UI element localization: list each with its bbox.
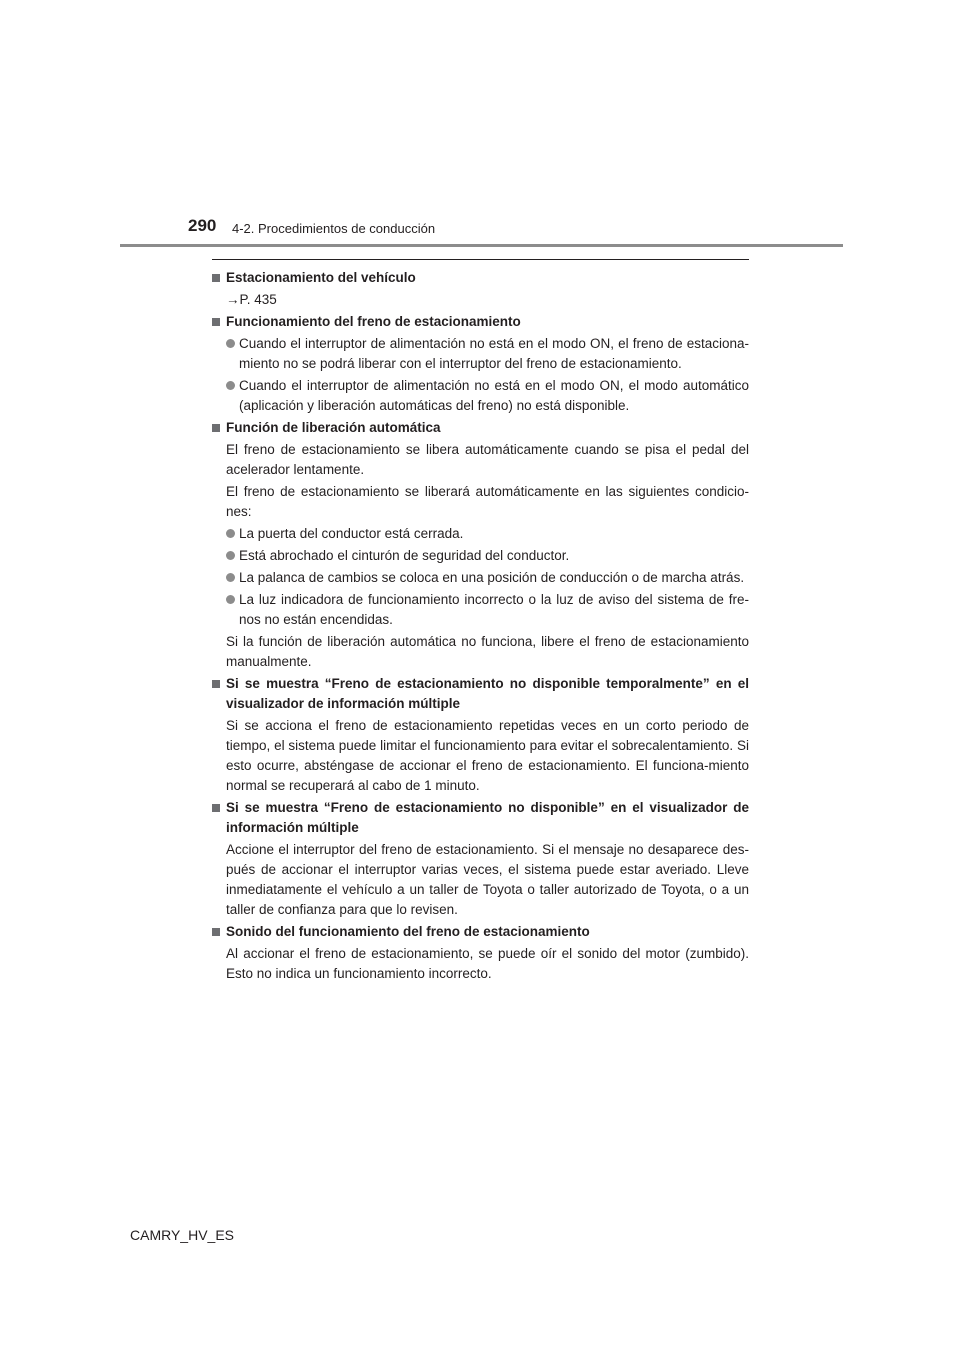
section-heading: Si se muestra “Freno de estacionamiento no disponible” en el visualizador de información múltiple [212,798,749,838]
list-item: Cuando el interruptor de alimentación no está en el modo ON, el freno de estaciona-miento no se podrá liberar con el interruptor del freno de estacionamiento. [226,334,749,374]
section-auto-release [212,418,749,672]
model-code: CAMRY_HV_ES [130,1227,235,1243]
section-parking [212,268,749,310]
list-item: La luz indicadora de funcionamiento incorrecto o la luz de aviso del sistema de fre-nos no están encendidas. [226,590,749,630]
square-bullet-icon [212,274,220,282]
header-rule [120,244,843,247]
square-bullet-icon [212,804,220,812]
content [212,266,749,986]
section-heading: Función de liberación automática [212,418,749,438]
list-item: Cuando el interruptor de alimentación no está en el modo ON, el modo automático (aplicación y liberación automáticas del freno) no está disponible. [226,376,749,416]
paragraph: El freno de estacionamiento se libera automáticamente cuando se pisa el pedal del acelerador lentamente. [226,442,749,477]
square-bullet-icon [212,680,220,688]
round-bullet-icon [226,595,235,604]
section-heading: Funcionamiento del freno de estacionamiento [212,312,749,332]
square-bullet-icon [212,424,220,432]
section-operation-sound [212,922,749,984]
section-title: 4-2. Procedimientos de conducción [232,221,436,236]
paragraph: El freno de estacionamiento se liberará automáticamente en las siguientes condicio-nes: [226,484,749,519]
list-item: La palanca de cambios se coloca en una posición de conducción o de marcha atrás. [226,568,749,588]
paragraph: Si la función de liberación automática no funciona, libere el freno de estacionamiento manualmente. [226,634,749,669]
paragraph: Al accionar el freno de estacionamiento, se puede oír el sonido del motor (zumbido). Esto no indica un funcionamiento incorrecto. [226,946,749,981]
content-rule [212,259,749,260]
round-bullet-icon [226,573,235,582]
round-bullet-icon [226,529,235,538]
square-bullet-icon [212,318,220,326]
paragraph: Si se acciona el freno de estacionamiento repetidas veces en un corto periodo de tiempo, el sistema puede limitar el funcionamiento para evitar el sobrecalentamiento. Si esto ocurre, absténgase de accionar el freno de estacionamiento. El funciona-miento normal se recuperará al cabo de 1 minuto. [226,718,749,793]
round-bullet-icon [226,381,235,390]
section-parking-brake-operation [212,312,749,416]
section-heading: Si se muestra “Freno de estacionamiento no disponible temporalmente” en el visualizador de información múltiple [212,674,749,714]
page-reference: →P. 435 [226,292,277,307]
round-bullet-icon [226,339,235,348]
section-temporarily-unavailable [212,674,749,796]
square-bullet-icon [212,928,220,936]
list-item: La puerta del conductor está cerrada. [226,524,749,544]
list-item: Está abrochado el cinturón de seguridad del conductor. [226,546,749,566]
round-bullet-icon [226,551,235,560]
section-heading: Sonido del funcionamiento del freno de estacionamiento [212,922,749,942]
paragraph: Accione el interruptor del freno de estacionamiento. Si el mensaje no desaparece des-pués de accionar el interruptor varias veces, el sistema puede estar averiado. Lleve inmediatamente el vehículo a un taller de Toyota o taller autorizado de Toyota, o a un taller de confianza para que lo revisen. [226,842,749,917]
section-unavailable [212,798,749,920]
page-number: 290 [188,216,217,235]
section-heading: Estacionamiento del vehículo [212,268,749,288]
